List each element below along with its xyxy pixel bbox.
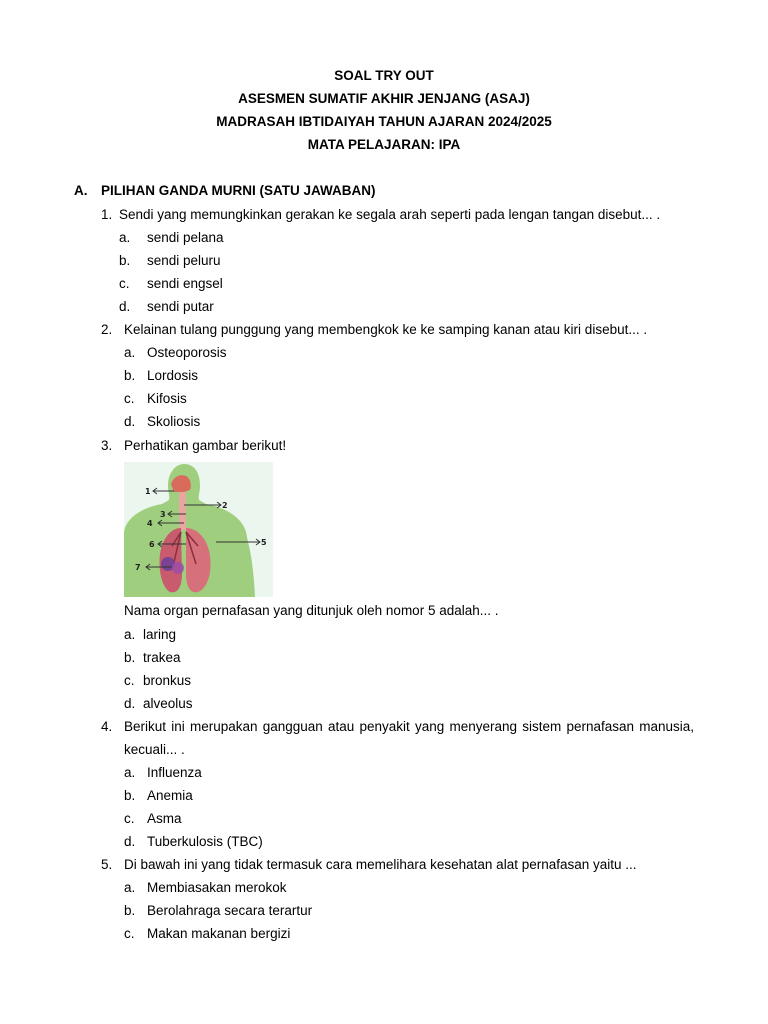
option-text: Lordosis	[147, 368, 199, 383]
question-text: Di bawah ini yang tidak termasuk cara memelihara kesehatan alat pernafasan yaitu ...	[124, 857, 637, 872]
figure-label-7: 7	[135, 563, 141, 572]
question-3-prompt: Nama organ pernafasan yang ditunjuk oleh nomor 5 adalah... .	[124, 603, 499, 618]
question-2	[101, 322, 647, 338]
option-letter: b.	[124, 788, 136, 803]
option-3d	[124, 696, 193, 712]
section-heading	[74, 183, 376, 199]
option-letter: a.	[124, 880, 136, 895]
option-5c	[124, 926, 290, 942]
option-letter: d.	[124, 696, 136, 711]
question-text: Kelainan tulang punggung yang membengkok ke ke samping kanan atau kiri disebut... .	[124, 322, 648, 337]
option-text: Makan makanan bergizi	[147, 926, 291, 941]
title-line-3: MADRASAH IBTIDAIYAH TAHUN AJARAN 2024/2025	[216, 114, 552, 129]
option-text: Influenza	[147, 765, 202, 780]
option-text: sendi engsel	[147, 276, 223, 291]
option-2b	[124, 368, 198, 384]
option-text: trakea	[143, 650, 181, 665]
option-text: Membiasakan merokok	[147, 880, 287, 895]
option-text: Skoliosis	[147, 414, 201, 429]
section-letter: A.	[74, 183, 88, 198]
question-text: Sendi yang memungkinkan gerakan ke segala arah seperti pada lengan tangan disebut... .	[119, 207, 661, 222]
question-4-text: Berikut ini merupakan gangguan atau penyakit yang menyerang sistem pernafasan manusia, kecuali... .	[124, 719, 694, 757]
question-number: 1.	[101, 207, 113, 222]
option-1a	[119, 230, 224, 246]
option-letter: d.	[124, 414, 136, 429]
option-letter: c.	[124, 673, 135, 688]
figure-label-4: 4	[147, 519, 153, 528]
option-4a	[124, 765, 202, 781]
title-line-2: ASESMEN SUMATIF AKHIR JENJANG (ASAJ)	[238, 91, 530, 106]
title-line-1: SOAL TRY OUT	[334, 68, 434, 83]
question-1	[101, 207, 660, 223]
question-number: 2.	[101, 322, 113, 337]
option-letter: b.	[124, 368, 136, 383]
figure-label-1: 1	[145, 487, 151, 496]
option-text: Tuberkulosis (TBC)	[147, 834, 263, 849]
option-text: Osteoporosis	[147, 345, 227, 360]
option-letter: b.	[119, 253, 131, 268]
question-3	[101, 438, 286, 454]
option-letter: a.	[124, 345, 136, 360]
figure-label-3: 3	[160, 510, 166, 519]
option-letter: a.	[124, 765, 136, 780]
section-title: PILIHAN GANDA MURNI (SATU JAWABAN)	[101, 183, 376, 198]
option-5a	[124, 880, 287, 896]
option-text: sendi putar	[147, 299, 214, 314]
option-letter: a.	[119, 230, 131, 245]
option-4c	[124, 811, 182, 827]
option-4b	[124, 788, 193, 804]
option-letter: c.	[124, 391, 135, 406]
option-5b	[124, 903, 312, 919]
figure-label-2: 2	[222, 501, 228, 510]
title-line-4: MATA PELAJARAN: IPA	[307, 137, 461, 152]
question-number: 4.	[101, 719, 113, 734]
question-number: 5.	[101, 857, 113, 872]
option-text: sendi pelana	[147, 230, 224, 245]
option-3c	[124, 673, 191, 689]
option-1d	[119, 299, 214, 315]
option-text: Asma	[147, 811, 182, 826]
option-2a	[124, 345, 227, 361]
option-text: Kifosis	[147, 391, 187, 406]
option-text: sendi peluru	[147, 253, 221, 268]
option-3b	[124, 650, 181, 666]
option-letter: c.	[119, 276, 130, 291]
option-letter: c.	[124, 811, 135, 826]
option-letter: a.	[124, 627, 136, 642]
option-2d	[124, 414, 200, 430]
option-letter: d.	[119, 299, 131, 314]
option-1c	[119, 276, 223, 292]
option-text: alveolus	[143, 696, 193, 711]
option-letter: d.	[124, 834, 136, 849]
option-text: Anemia	[147, 788, 193, 803]
option-letter: b.	[124, 650, 136, 665]
option-2c	[124, 391, 187, 407]
question-number: 3.	[101, 438, 113, 453]
question-5	[101, 857, 637, 873]
option-letter: c.	[124, 926, 135, 941]
option-text: laring	[143, 627, 177, 642]
option-text: bronkus	[143, 673, 192, 688]
respiratory-system-figure	[124, 462, 273, 597]
option-text: Berolahraga secara terartur	[147, 903, 313, 918]
figure-label-5: 5	[261, 538, 267, 547]
figure-label-6: 6	[149, 540, 155, 549]
question-text: Perhatikan gambar berikut!	[124, 438, 287, 453]
option-letter: b.	[124, 903, 136, 918]
option-1b	[119, 253, 221, 269]
option-3a	[124, 627, 176, 643]
option-4d	[124, 834, 263, 850]
